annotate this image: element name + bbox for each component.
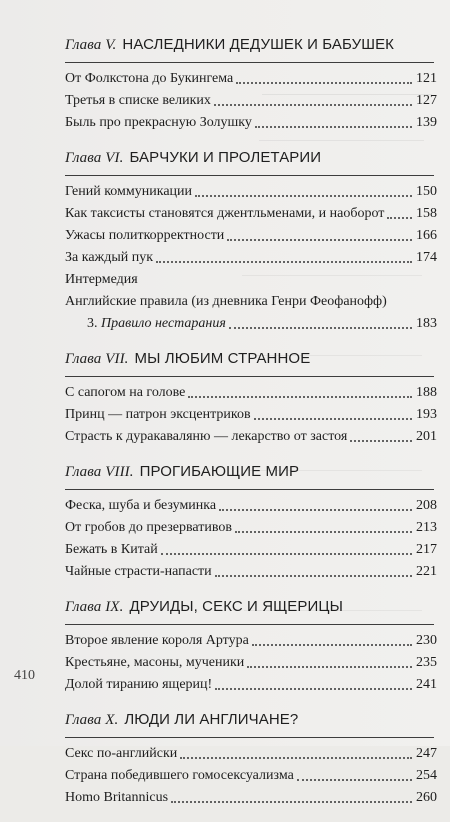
chapter-label: Глава VIII.	[65, 464, 134, 480]
chapter-title-text: ЛЮДИ ЛИ АНГЛИЧАНЕ?	[124, 711, 299, 728]
dot-leader	[235, 531, 412, 533]
page-number: 166	[416, 228, 437, 243]
chapter-divider	[65, 489, 434, 490]
chapter-8	[65, 461, 437, 583]
entry-title: Ужасы политкорректности	[65, 228, 225, 243]
toc-entry[interactable]	[65, 495, 437, 517]
page-number: 139	[416, 115, 437, 130]
page-number: 193	[416, 407, 437, 422]
dot-leader	[236, 82, 412, 84]
dot-leader	[180, 757, 412, 759]
entry-title: С сапогом на голове	[65, 385, 186, 400]
chapter-heading	[65, 34, 437, 58]
dot-leader	[215, 575, 412, 577]
dot-leader	[195, 195, 412, 197]
page-number: 150	[416, 184, 437, 199]
dot-leader	[219, 509, 412, 511]
page-number: 158	[416, 206, 437, 221]
page-number: 188	[416, 385, 437, 400]
chapter-heading	[65, 147, 437, 171]
chapter-heading	[65, 348, 437, 372]
entry-title: Страсть к дуракаваляню — лекарство от застоя	[65, 429, 348, 444]
dot-leader	[215, 688, 412, 690]
toc-entry[interactable]	[65, 203, 437, 225]
chapter-title-text: МЫ ЛЮБИМ СТРАННОЕ	[134, 350, 311, 367]
chapter-title-text: НАСЛЕДНИКИ ДЕДУШЕК И БАБУШЕК	[122, 36, 395, 53]
toc-entry[interactable]	[65, 404, 437, 426]
entry-title: Секс по-английски	[65, 746, 178, 761]
chapter-5	[65, 34, 437, 134]
chapter-label: Глава VII.	[65, 351, 129, 367]
chapter-title-text: БАРЧУКИ И ПРОЛЕТАРИИ	[129, 149, 322, 166]
chapter-title-text: ДРУИДЫ, СЕКС И ЯЩЕРИЦЫ	[129, 598, 343, 615]
dot-leader	[255, 126, 412, 128]
page-number: 241	[416, 677, 437, 692]
toc-entry[interactable]	[65, 269, 437, 291]
dot-leader	[387, 217, 412, 219]
entry-title: Гений коммуникации	[65, 184, 193, 199]
entry-title: Третья в списке великих	[65, 93, 211, 108]
entry-title: Долой тиранию ящериц!	[65, 677, 213, 692]
dot-leader	[161, 553, 412, 555]
entry-title: Крестьяне, масоны, мученики	[65, 655, 245, 670]
page-number: 230	[416, 633, 437, 648]
page-folio: 410	[14, 668, 35, 683]
chapter-9	[65, 596, 437, 696]
toc-entry[interactable]	[65, 247, 437, 269]
page-number: 174	[416, 250, 437, 265]
entry-title	[65, 313, 226, 335]
chapter-label: Глава V.	[65, 37, 117, 53]
entry-title: От Фолкстона до Букингема	[65, 71, 234, 86]
chapter-title-text: ПРОГИБАЮЩИЕ МИР	[139, 463, 300, 480]
chapter-label: Глава X.	[65, 712, 119, 728]
entry-title: За каждый пук	[65, 250, 154, 265]
chapter-10	[65, 709, 437, 809]
chapter-divider	[65, 175, 434, 176]
page-number: 254	[416, 768, 437, 783]
entry-number: 3.	[87, 316, 98, 331]
entry-title: Интермедия	[65, 272, 138, 287]
toc-entry[interactable]	[65, 787, 437, 809]
table-of-contents	[65, 34, 437, 822]
dot-leader	[188, 396, 412, 398]
dot-leader	[350, 440, 412, 442]
page-number: 217	[416, 542, 437, 557]
toc-entry[interactable]	[65, 382, 437, 404]
page-number: 235	[416, 655, 437, 670]
entry-title: Homo Britannicus	[65, 790, 169, 805]
toc-entry[interactable]	[65, 426, 437, 448]
entry-title: Принц — патрон эксцентриков	[65, 407, 251, 422]
toc-entry[interactable]	[65, 743, 437, 765]
entry-title: Второе явление короля Артура	[65, 633, 249, 648]
chapter-label: Глава IX.	[65, 599, 124, 615]
chapter-heading	[65, 709, 437, 733]
chapter-divider	[65, 376, 434, 377]
page-number: 260	[416, 790, 437, 805]
dot-leader	[297, 779, 412, 781]
dot-leader	[171, 801, 412, 803]
dot-leader	[214, 104, 412, 106]
toc-entry[interactable]	[65, 765, 437, 787]
toc-entry[interactable]	[65, 561, 437, 583]
page-number: 121	[416, 71, 437, 86]
entry-title: Феска, шуба и безуминка	[65, 498, 217, 513]
toc-entry[interactable]	[65, 652, 437, 674]
entry-title: Чайные страсти-напасти	[65, 564, 212, 579]
chapter-label: Глава VI.	[65, 150, 124, 166]
entry-title-italic: Правило нестарания	[101, 316, 226, 331]
toc-entry[interactable]	[65, 225, 437, 247]
page-number: 183	[416, 316, 437, 331]
chapter-divider	[65, 737, 434, 738]
chapter-7	[65, 348, 437, 448]
page-number: 221	[416, 564, 437, 579]
toc-entry[interactable]	[65, 517, 437, 539]
entry-title: От гробов до презервативов	[65, 520, 232, 535]
page-number: 208	[416, 498, 437, 513]
toc-entry[interactable]	[65, 90, 437, 112]
entry-title: Быль про прекрасную Золушку	[65, 115, 252, 130]
dot-leader	[254, 418, 412, 420]
toc-entry[interactable]	[65, 181, 437, 203]
toc-entry[interactable]	[65, 630, 437, 652]
dot-leader	[252, 644, 412, 646]
chapter-divider	[65, 624, 434, 625]
dot-leader	[247, 666, 412, 668]
entry-title: Как таксисты становятся джентльменами, и наоборот	[65, 206, 385, 221]
toc-entry[interactable]	[65, 68, 437, 90]
page-number: 213	[416, 520, 437, 535]
entry-title: Бежать в Китай	[65, 542, 158, 557]
chapter-divider	[65, 62, 434, 63]
page-number: 127	[416, 93, 437, 108]
dot-leader	[156, 261, 412, 263]
chapter-heading	[65, 461, 437, 485]
toc-entry[interactable]	[65, 112, 437, 134]
entry-title: Страна победившего гомосексуализма	[65, 768, 294, 783]
page-number: 201	[416, 429, 437, 444]
dot-leader	[229, 327, 412, 329]
toc-subentry[interactable]	[65, 313, 437, 335]
chapter-6	[65, 147, 437, 335]
toc-entry[interactable]	[65, 539, 437, 561]
chapter-heading	[65, 596, 437, 620]
entry-title: Английские правила (из дневника Генри Феофанофф)	[65, 294, 387, 309]
page-number: 247	[416, 746, 437, 761]
dot-leader	[227, 239, 412, 241]
toc-entry[interactable]	[65, 674, 437, 696]
toc-entry[interactable]	[65, 291, 437, 313]
